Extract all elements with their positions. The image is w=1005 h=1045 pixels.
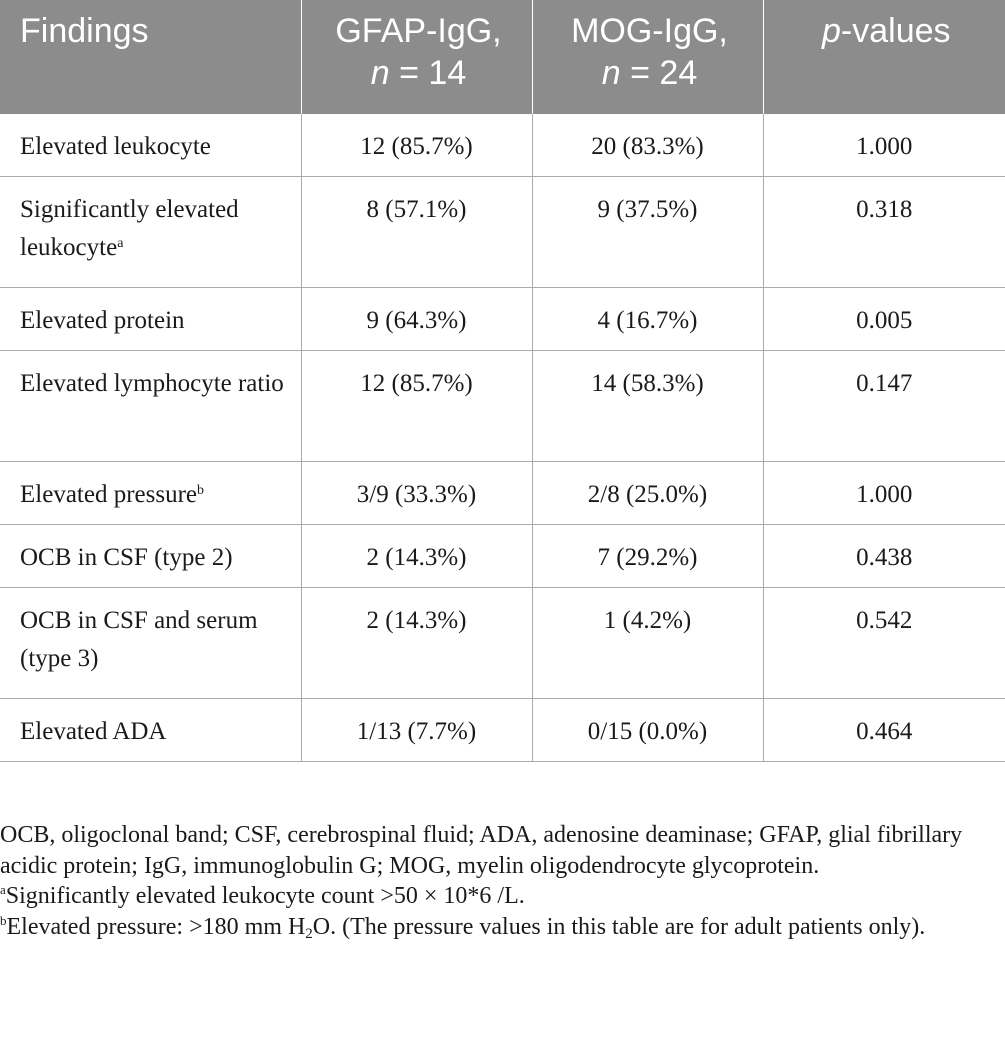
- finding-label: Significantly elevated leukocyte: [20, 196, 239, 261]
- p-value-cell: 0.318: [763, 177, 1005, 288]
- gfap-cell: 2 (14.3%): [301, 588, 532, 699]
- finding-label: Elevated ADA: [20, 718, 167, 745]
- finding-label: Elevated protein: [20, 307, 185, 334]
- header-findings: [0, 0, 301, 114]
- footnote-marker-b: b: [197, 483, 205, 498]
- p-value-cell: 0.542: [763, 588, 1005, 699]
- header-mog-n-value: = 24: [620, 54, 698, 92]
- table-row: [0, 462, 1005, 525]
- table-row: [0, 351, 1005, 462]
- table-row: [0, 177, 1005, 288]
- finding-cell: [0, 525, 301, 588]
- finding-label: OCB in CSF and serum (type 3): [20, 607, 258, 672]
- mog-cell: 4 (16.7%): [532, 288, 763, 351]
- footnote-marker-a: a: [117, 236, 124, 251]
- p-value-cell: 0.464: [763, 699, 1005, 762]
- gfap-cell: 2 (14.3%): [301, 525, 532, 588]
- header-mog-name: MOG-IgG,: [571, 12, 728, 50]
- footnote-b: [0, 912, 990, 943]
- mog-cell: 20 (83.3%): [532, 114, 763, 177]
- mog-cell: 0/15 (0.0%): [532, 699, 763, 762]
- finding-label: OCB in CSF (type 2): [20, 544, 233, 571]
- footnote-b-text-post: O. (The pressure values in this table are for adult patients only).: [312, 913, 926, 940]
- gfap-cell: 12 (85.7%): [301, 114, 532, 177]
- gfap-cell: 12 (85.7%): [301, 351, 532, 462]
- p-value-cell: 1.000: [763, 114, 1005, 177]
- mog-cell: 14 (58.3%): [532, 351, 763, 462]
- header-gfap-n-value: = 14: [389, 54, 467, 92]
- gfap-cell: 1/13 (7.7%): [301, 699, 532, 762]
- mog-cell: 2/8 (25.0%): [532, 462, 763, 525]
- finding-label: Elevated leukocyte: [20, 133, 211, 160]
- table-row: [0, 588, 1005, 699]
- header-gfap: [301, 0, 532, 114]
- finding-label: Elevated pressure: [20, 481, 198, 508]
- table-row: [0, 699, 1005, 762]
- p-value-cell: 1.000: [763, 462, 1005, 525]
- finding-cell: [0, 699, 301, 762]
- table-row: [0, 525, 1005, 588]
- mog-cell: 1 (4.2%): [532, 588, 763, 699]
- finding-cell: [0, 588, 301, 699]
- header-gfap-n-symbol: n: [370, 54, 390, 92]
- footnote-b-text-pre: Elevated pressure: >180 mm H: [6, 913, 306, 940]
- finding-cell: [0, 177, 301, 288]
- footnote-b-subscript: 2: [305, 925, 313, 942]
- gfap-cell: 8 (57.1%): [301, 177, 532, 288]
- footnote-a-mark: a: [0, 882, 6, 897]
- mog-cell: 9 (37.5%): [532, 177, 763, 288]
- footnote-b-mark: b: [0, 912, 7, 928]
- table-row: [0, 114, 1005, 177]
- header-p-symbol: p: [821, 12, 841, 50]
- finding-label: Elevated lymphocyte ratio: [20, 370, 284, 397]
- table-row: [0, 288, 1005, 351]
- p-value-cell: 0.005: [763, 288, 1005, 351]
- p-value-cell: 0.438: [763, 525, 1005, 588]
- footnote-a-text: Significantly elevated leukocyte count >50 × 10*6 /L.: [5, 883, 525, 909]
- finding-cell: [0, 114, 301, 177]
- header-p-values: [763, 0, 1005, 114]
- finding-cell: [0, 351, 301, 462]
- footnote-a: [0, 881, 990, 912]
- gfap-cell: 9 (64.3%): [301, 288, 532, 351]
- table-header-row: [0, 0, 1005, 114]
- table-footnotes: [0, 820, 990, 942]
- mog-cell: 7 (29.2%): [532, 525, 763, 588]
- header-mog: [532, 0, 763, 114]
- header-findings-label: Findings: [20, 12, 149, 50]
- header-gfap-name: GFAP-IgG,: [335, 12, 502, 50]
- finding-cell: [0, 288, 301, 351]
- p-value-cell: 0.147: [763, 351, 1005, 462]
- abbreviations-note: OCB, oligoclonal band; CSF, cerebrospinal fluid; ADA, adenosine deaminase; GFAP, glial fibrillary acidic protein; IgG, immunoglobulin G; MOG, myelin oligodendrocyte glycoprotein.: [0, 822, 963, 879]
- header-mog-n-symbol: n: [601, 54, 621, 92]
- finding-cell: [0, 462, 301, 525]
- gfap-cell: 3/9 (33.3%): [301, 462, 532, 525]
- header-p-suffix: -values: [840, 12, 951, 50]
